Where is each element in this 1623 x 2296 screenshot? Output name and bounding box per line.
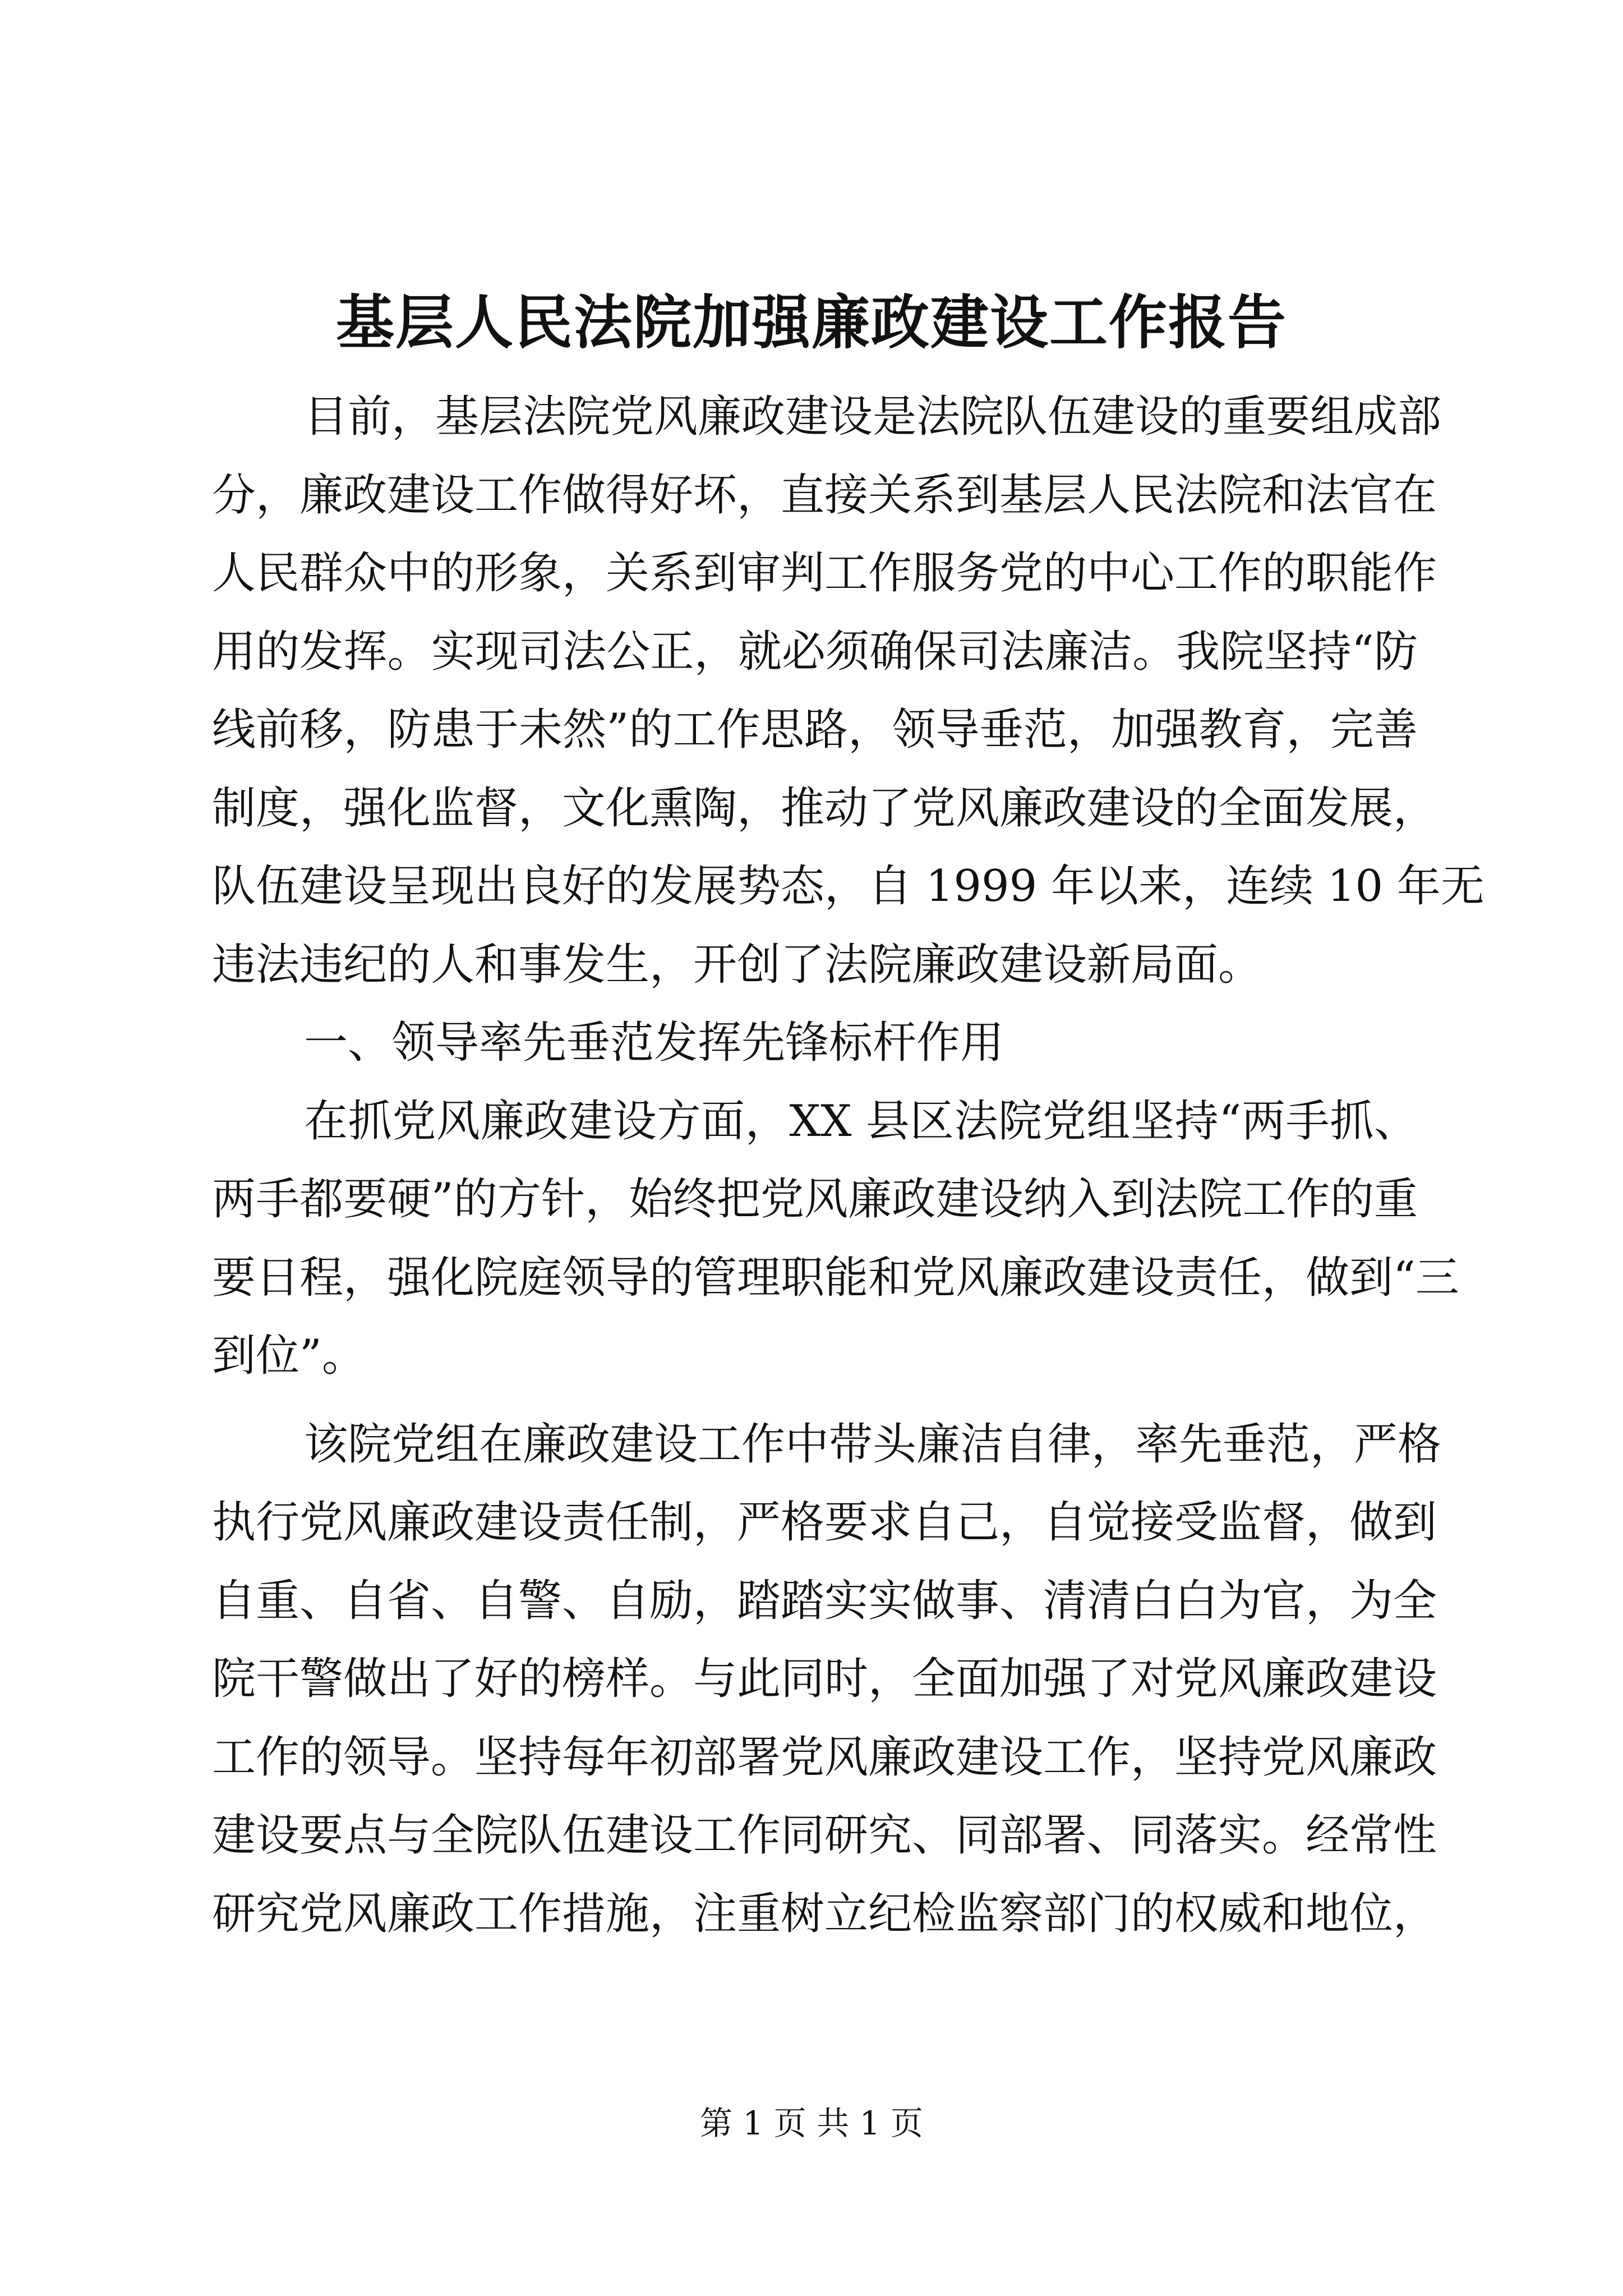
text-line: 队伍建设呈现出良好的发展势态，自 1999 年以来，连续 10 年无: [212, 861, 1484, 912]
text-line: 院干警做出了好的榜样。与此同时，全面加强了对党风廉政建设: [212, 1654, 1437, 1704]
text-line: 要日程，强化院庭领导的管理职能和党风廉政建设责任，做到“三: [212, 1252, 1459, 1303]
text-line: 自重、自省、自警、自励，踏踏实实做事、清清白白为官，为全: [212, 1575, 1437, 1626]
text-line: 执行党风廉政建设责任制，严格要求自己，自觉接受监督，做到: [212, 1497, 1437, 1548]
paragraph-gap: [212, 1396, 1418, 1406]
document-title: 基层人民法院加强廉政建设工作报告: [335, 288, 1287, 357]
text-line: 两手都要硬”的方针，始终把党风廉政建设纳入到法院工作的重: [212, 1174, 1418, 1225]
section-heading: 一、领导率先垂范发挥先锋标杆作用: [304, 1018, 1004, 1068]
text-line: 到位”。: [212, 1331, 366, 1381]
text-line: 分，廉政建设工作做得好坏，直接关系到基层人民法院和法官在: [212, 470, 1437, 521]
text-line: 工作的领导。坚持每年初部署党风廉政建设工作，坚持党风廉政: [212, 1732, 1437, 1783]
text-line: 建设要点与全院队伍建设工作同研究、同部署、同落实。经常性: [212, 1810, 1437, 1861]
text-line: 该院党组在廉政建设工作中带头廉洁自律，率先垂范，严格: [304, 1419, 1442, 1470]
text-line: 制度，强化监督，文化熏陶，推动了党风廉政建设的全面发展，: [212, 783, 1437, 834]
text-line: 在抓党风廉政建设方面，XX 县区法院党组坚持“两手抓、: [304, 1096, 1418, 1147]
page-footer: 第 1 页 共 1 页: [700, 2104, 923, 2142]
text-line: 违法违纪的人和事发生，开创了法院廉政建设新局面。: [212, 939, 1262, 990]
document-body: [212, 378, 1484, 1953]
text-line: 线前移，防患于未然”的工作思路，领导垂范，加强教育，完善: [212, 705, 1418, 755]
text-line: 人民群众中的形象，关系到审判工作服务党的中心工作的职能作: [212, 548, 1437, 599]
text-line: 用的发挥。实现司法公正，就必须确保司法廉洁。我院坚持“防: [212, 626, 1418, 677]
text-line: 目前，基层法院党风廉政建设是法院队伍建设的重要组成部: [304, 392, 1442, 442]
text-line: 研究党风廉政工作措施，注重树立纪检监察部门的权威和地位，: [212, 1888, 1437, 1939]
